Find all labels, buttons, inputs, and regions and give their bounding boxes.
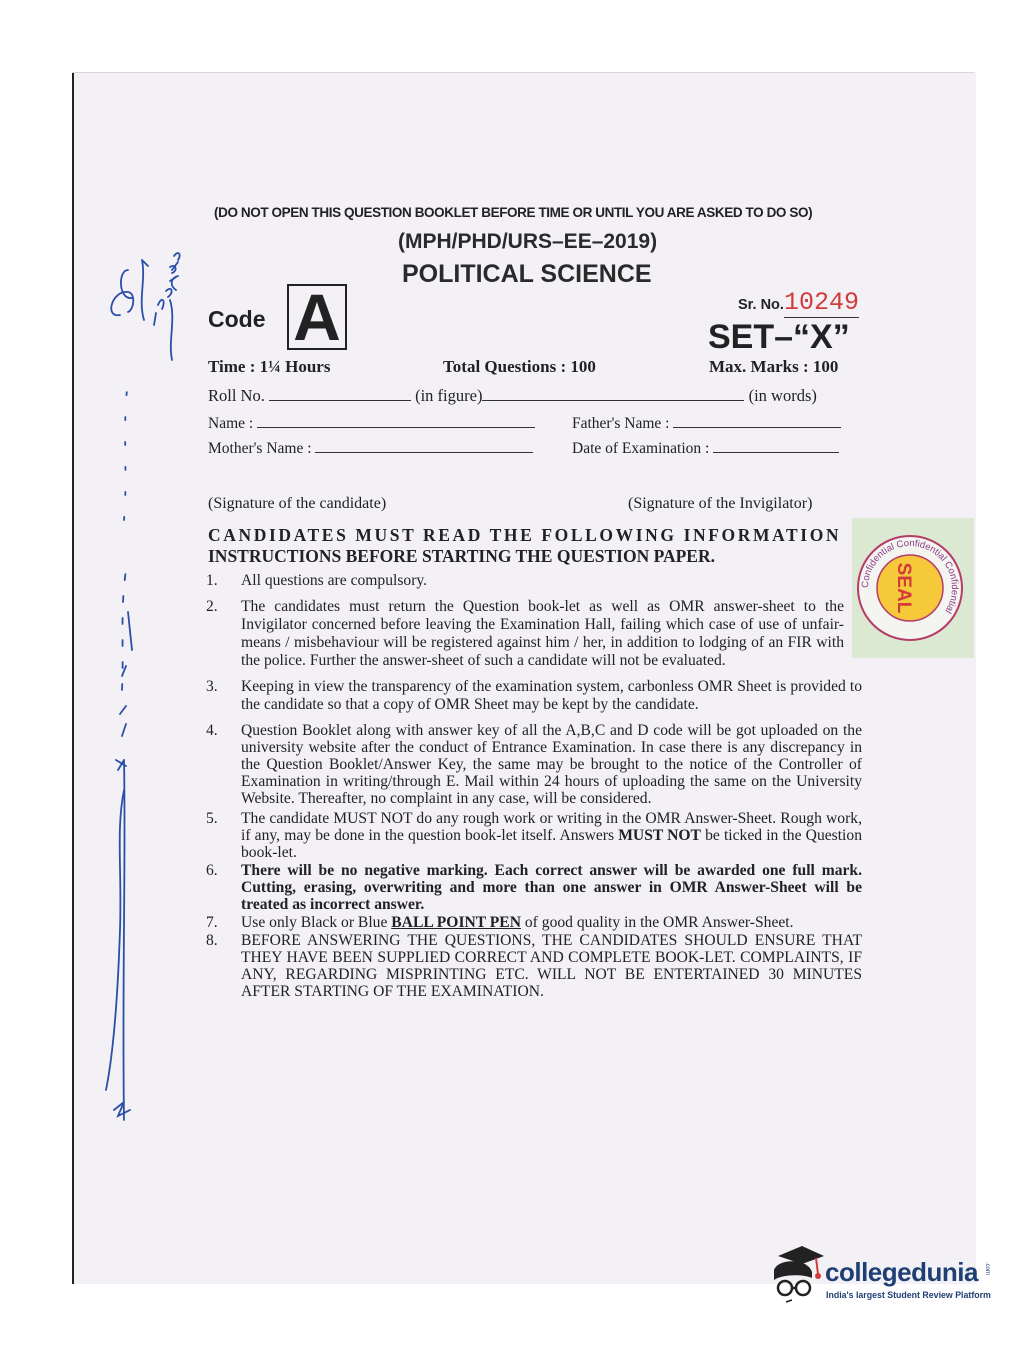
handwritten-margin-notes [84, 230, 194, 1140]
instruction-item [206, 598, 862, 670]
instruction-number: 1. [206, 572, 218, 589]
instruction-number: 8. [206, 932, 218, 949]
instruction-number: 4. [206, 722, 218, 739]
instruction-text: Question Booklet along with answer key of all the A,B,C and D code will be got uploaded on the university website after the conduct of Entrance Examination. In case there is any discrepancy in the Question Booklet/Answer Key, the same may be brought to the notice of the Controller of Examination in writing/through E. Mail within 24 hours of uploading the same on the University Website. Thereafter, no complaint in any case, will be considered. [241, 722, 862, 807]
instruction-text: of good quality in the OMR Answer-Sheet. [520, 914, 794, 931]
max-marks: Max. Marks : 100 [709, 357, 839, 376]
total-questions: Total Questions : 100 [443, 357, 596, 376]
roll-no-figure-line[interactable] [269, 386, 411, 401]
fathers-name-row [572, 413, 841, 433]
instruction-text: The candidate MUST NOT do any rough work or writing in the OMR Answer-Sheet. Rough work, if any, may be done in the question book-let itself. Answers [241, 810, 862, 844]
seal-ring-text: Confidential Confidential Confidential [859, 537, 961, 616]
in-figure-label: (in figure) [415, 386, 483, 405]
name-line[interactable] [257, 413, 535, 428]
instructions-list [206, 572, 862, 1000]
instruction-number: 3. [206, 678, 218, 695]
code-label: Code [208, 306, 266, 332]
instruction-text: be ticked in the Question book-let. [241, 827, 862, 861]
brand-logo: collegedunia [825, 1257, 978, 1287]
brand-tld: .com [984, 1262, 990, 1276]
serial-number-value: 10249 [783, 288, 859, 317]
name-label: Name : [208, 415, 254, 432]
fathers-name-line[interactable] [673, 413, 841, 428]
mothers-name-label: Mother's Name : [208, 440, 312, 457]
code-value-box: A [287, 284, 347, 350]
instruction-text: BEFORE ANSWERING THE QUESTIONS, THE CANDIDATES SHOULD ENSURE THAT THEY HAVE BEEN SUPPLIED CORRECT AND COMPLETE BOOK-LET. COMPLAINTS, IF ANY, REGARDING MISPRINTING ETC. WILL NOT BE ENTERTAINED 30 MINUTES AFTER STARTING OF THE EXAMINATION. [241, 932, 862, 1000]
instruction-item [206, 914, 862, 931]
instruction-number: 2. [206, 598, 218, 615]
exam-date-label: Date of Examination : [572, 440, 710, 457]
instruction-item [206, 678, 862, 714]
instruction-text: All questions are compulsory. [241, 572, 428, 589]
instructions-heading-line1: CANDIDATES MUST READ THE FOLLOWING INFORMATION [208, 525, 842, 545]
fathers-name-label: Father's Name : [572, 415, 670, 432]
exam-code: (MPH/PHD/URS–EE–2019) [398, 230, 658, 253]
graduate-mascot-icon [768, 1244, 824, 1304]
name-row [208, 413, 535, 433]
page-edge [72, 72, 974, 73]
roll-no-label: Roll No. [208, 386, 265, 405]
roll-no-row [208, 386, 860, 406]
instructions-heading [208, 525, 858, 567]
instructions-heading-line2: INSTRUCTIONS BEFORE STARTING THE QUESTION PAPER. [208, 546, 715, 566]
roll-no-words-line[interactable] [482, 386, 744, 401]
brand-tagline: India's largest Student Review Platform [826, 1290, 991, 1300]
serial-number [738, 288, 859, 317]
instruction-text: There will be no negative marking. Each correct answer will be awarded one full mark. Cutting, erasing, overwriting and more than one answer in OMR Answer-Sheet will be treated as incorrect answer. [241, 862, 862, 913]
seal-center-text: SEAL [893, 562, 914, 614]
instruction-number: 6. [206, 862, 218, 879]
invigilator-signature: (Signature of the Invigilator) [628, 495, 813, 512]
mothers-name-line[interactable] [315, 438, 533, 453]
exam-date-row [572, 438, 839, 458]
instruction-text: The candidates must return the Question book-let as well as OMR answer-sheet to the Invigilator concerned before leaving the Examination Hall, failing which case of use of unfair-means / misbehaviour will be registered against him / her, in addition to lodging of an FIR with the police. Further the answer-sheet of such a candidate will not be evaluated. [241, 598, 844, 669]
instruction-text: Keeping in view the transparency of the examination system, carbonless OMR Sheet is provided to the candidate so that a copy of OMR Sheet may be kept by the candidate. [241, 678, 862, 713]
instruction-number: 7. [206, 914, 218, 931]
instruction-item [206, 810, 862, 861]
serial-number-label: Sr. No. [738, 297, 784, 313]
instruction-item [206, 932, 862, 1000]
instruction-text: Use only Black or Blue [241, 914, 392, 931]
instruction-item [206, 862, 862, 913]
booklet-notice: (DO NOT OPEN THIS QUESTION BOOKLET BEFORE TIME OR UNTIL YOU ARE ASKED TO DO SO) [214, 205, 813, 220]
confidential-seal [852, 518, 974, 658]
subject-title: POLITICAL SCIENCE [402, 260, 652, 288]
in-words-label: (in words) [748, 386, 817, 405]
seal-stamp-icon [852, 518, 974, 658]
exam-time: Time : 1¼ Hours [208, 357, 331, 376]
instruction-item [206, 722, 862, 807]
instruction-item [206, 572, 862, 590]
instruction-number: 5. [206, 810, 218, 827]
set-label: SET–“X” [708, 318, 850, 356]
mothers-name-row [208, 438, 533, 458]
exam-date-line[interactable] [713, 438, 839, 453]
candidate-signature: (Signature of the candidate) [208, 495, 387, 512]
instruction-emphasis: MUST NOT [618, 827, 701, 844]
instruction-emphasis: BALL POINT PEN [391, 914, 521, 931]
